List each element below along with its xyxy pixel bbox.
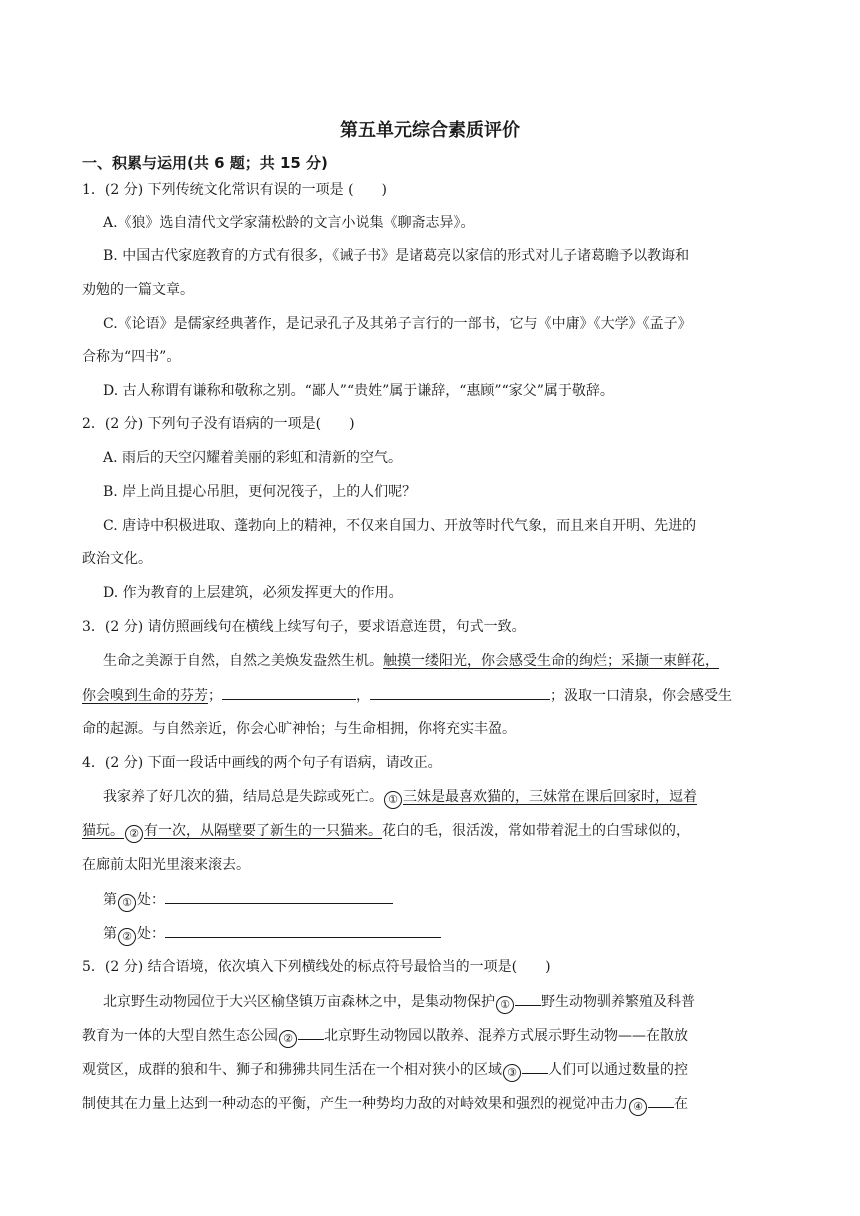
answer-prefix: 第 — [103, 892, 117, 908]
q4-underlined-sentence-2: 有一次，从隔壁要了新生的一只猫来。 — [144, 823, 382, 839]
q1-option-b-cont: 劝勉的一篇文章。 — [82, 282, 194, 298]
q5-text: 教育为一体的大型自然生态公园 — [82, 1028, 278, 1044]
q5-passage-line-4 — [82, 1093, 688, 1116]
question-5-stem: 5．(2 分) 结合语境，依次填入下列横线处的标点符号最恰当的一项是( ) — [82, 959, 551, 975]
q4-answer-line-1 — [103, 889, 393, 912]
q4-answer-blank-1[interactable] — [165, 889, 393, 904]
question-1-stem: 1．(2 分) 下列传统文化常识有误的一项是 ( ) — [82, 182, 388, 198]
q3-passage-line-1 — [103, 651, 719, 671]
answer-label: 处： — [137, 892, 165, 908]
q3-passage-line-3: 命的起源。与自然亲近，你会心旷神怡；与生命相拥，你将充实丰盈。 — [82, 721, 516, 737]
q3-answer-blank-1[interactable] — [222, 685, 356, 700]
q5-text: 北京野生动物园以散养、混养方式展示野生动物——在散放 — [324, 1028, 688, 1044]
q5-text: 人们可以通过数量的控 — [548, 1062, 688, 1078]
q5-passage-line-1 — [103, 991, 695, 1014]
section-heading: 一、积累与运用(共 6 题；共 15 分) — [82, 154, 328, 172]
q1-option-b: B. 中国古代家庭教育的方式有很多，《诫子书》是诸葛亮以家信的形式对儿子诸葛瞻予以教诲和 — [103, 248, 690, 264]
circled-number-2: ② — [118, 928, 136, 946]
q5-text: 制使其在力量上达到一种动态的平衡，产生一种势均力敌的对峙效果和强烈的视觉冲击力 — [82, 1096, 628, 1112]
q3-separator: ； — [208, 688, 222, 704]
question-2-stem: 2．(2 分) 下列句子没有语病的一项是( ) — [82, 416, 355, 432]
q4-passage-line-3: 在廊前太阳光里滚来滚去。 — [82, 857, 250, 873]
q2-option-d: D. 作为教育的上层建筑，必须发挥更大的作用。 — [103, 585, 403, 601]
question-4-stem: 4．(2 分) 下面一段话中画线的两个句子有语病，请改正。 — [82, 755, 442, 771]
page-title: 第五单元综合素质评价 — [340, 120, 520, 141]
q1-option-c-cont: 合称为“四书”。 — [82, 349, 181, 365]
q2-option-c: C. 唐诗中积极进取、蓬勃向上的精神，不仅来自国力、开放等时代气象，而且来自开明、先进的 — [103, 518, 697, 534]
q2-option-a: A. 雨后的天空闪耀着美丽的彩虹和清新的空气。 — [103, 450, 403, 466]
q3-underlined-text-2: 你会嗅到生命的芬芳 — [82, 688, 208, 704]
q4-passage-line-2 — [82, 821, 690, 843]
circled-number-3: ③ — [503, 1064, 521, 1082]
circled-number-4: ④ — [629, 1098, 647, 1116]
circled-number-1: ① — [384, 791, 402, 809]
q5-passage-line-3 — [82, 1059, 688, 1082]
q2-option-c-cont: 政治文化。 — [82, 551, 152, 567]
q5-blank-3[interactable] — [522, 1059, 548, 1074]
circled-number-1: ① — [118, 894, 136, 912]
circled-number-2: ② — [279, 1030, 297, 1048]
q1-option-a: A.《狼》选自清代文学家蒲松龄的文言小说集《聊斋志异》。 — [103, 215, 475, 231]
circled-number-2: ② — [125, 825, 143, 843]
q2-option-b: B. 岸上尚且提心吊胆，更何况筏子，上的人们呢？ — [103, 484, 417, 500]
q4-plain-text: 我家养了好几次的猫，结局总是失踪或死亡。 — [103, 789, 383, 805]
q5-blank-1[interactable] — [515, 991, 541, 1006]
q4-underlined-sentence-1: 三妹是最喜欢猫的，三妹常在课后回家时，逗着 — [403, 789, 697, 805]
q3-answer-blank-2[interactable] — [370, 685, 550, 700]
q4-passage-line-1 — [103, 787, 697, 809]
q4-underlined-sentence-1-end: 猫玩。 — [82, 823, 124, 839]
q5-text: 在 — [674, 1096, 688, 1112]
question-3-stem: 3．(2 分) 请仿照画线句在横线上续写句子，要求语意连贯，句式一致。 — [82, 619, 526, 635]
answer-label: 处： — [137, 926, 165, 942]
q5-blank-2[interactable] — [298, 1025, 324, 1040]
q5-passage-line-2 — [82, 1025, 688, 1048]
q4-rest-text: 花白的毛，很活泼，常如带着泥土的白雪球似的， — [382, 823, 690, 839]
q3-separator-2: ， — [356, 688, 370, 704]
q5-text: 北京野生动物园位于大兴区榆垡镇万亩森林之中，是集动物保护 — [103, 994, 495, 1010]
q3-underlined-text: 触摸一缕阳光，你会感受生命的绚烂；采撷一束鲜花， — [383, 653, 719, 669]
answer-prefix: 第 — [103, 926, 117, 942]
q5-text: 野生动物驯养繁殖及科普 — [541, 994, 695, 1010]
q3-passage-line-2 — [82, 685, 732, 706]
q1-option-c: C.《论语》是儒家经典著作，是记录孔子及其弟子言行的一部书，它与《中庸》《大学》《孟子》 — [103, 316, 692, 332]
q3-plain-text: 生命之美源于自然，自然之美焕发盎然生机。 — [103, 653, 383, 669]
q5-blank-4[interactable] — [648, 1093, 674, 1108]
q5-text: 观赏区，成群的狼和牛、狮子和狒狒共同生活在一个相对狭小的区域 — [82, 1062, 502, 1078]
q4-answer-blank-2[interactable] — [165, 923, 441, 938]
circled-number-1: ① — [496, 996, 514, 1014]
q3-rest-text: ；汲取一口清泉，你会感受生 — [550, 688, 732, 704]
q4-answer-line-2 — [103, 923, 441, 946]
q1-option-d: D. 古人称谓有谦称和敬称之别。“鄙人”“贵姓”属于谦辞，“惠顾”“家父”属于敬辞。 — [103, 383, 614, 399]
